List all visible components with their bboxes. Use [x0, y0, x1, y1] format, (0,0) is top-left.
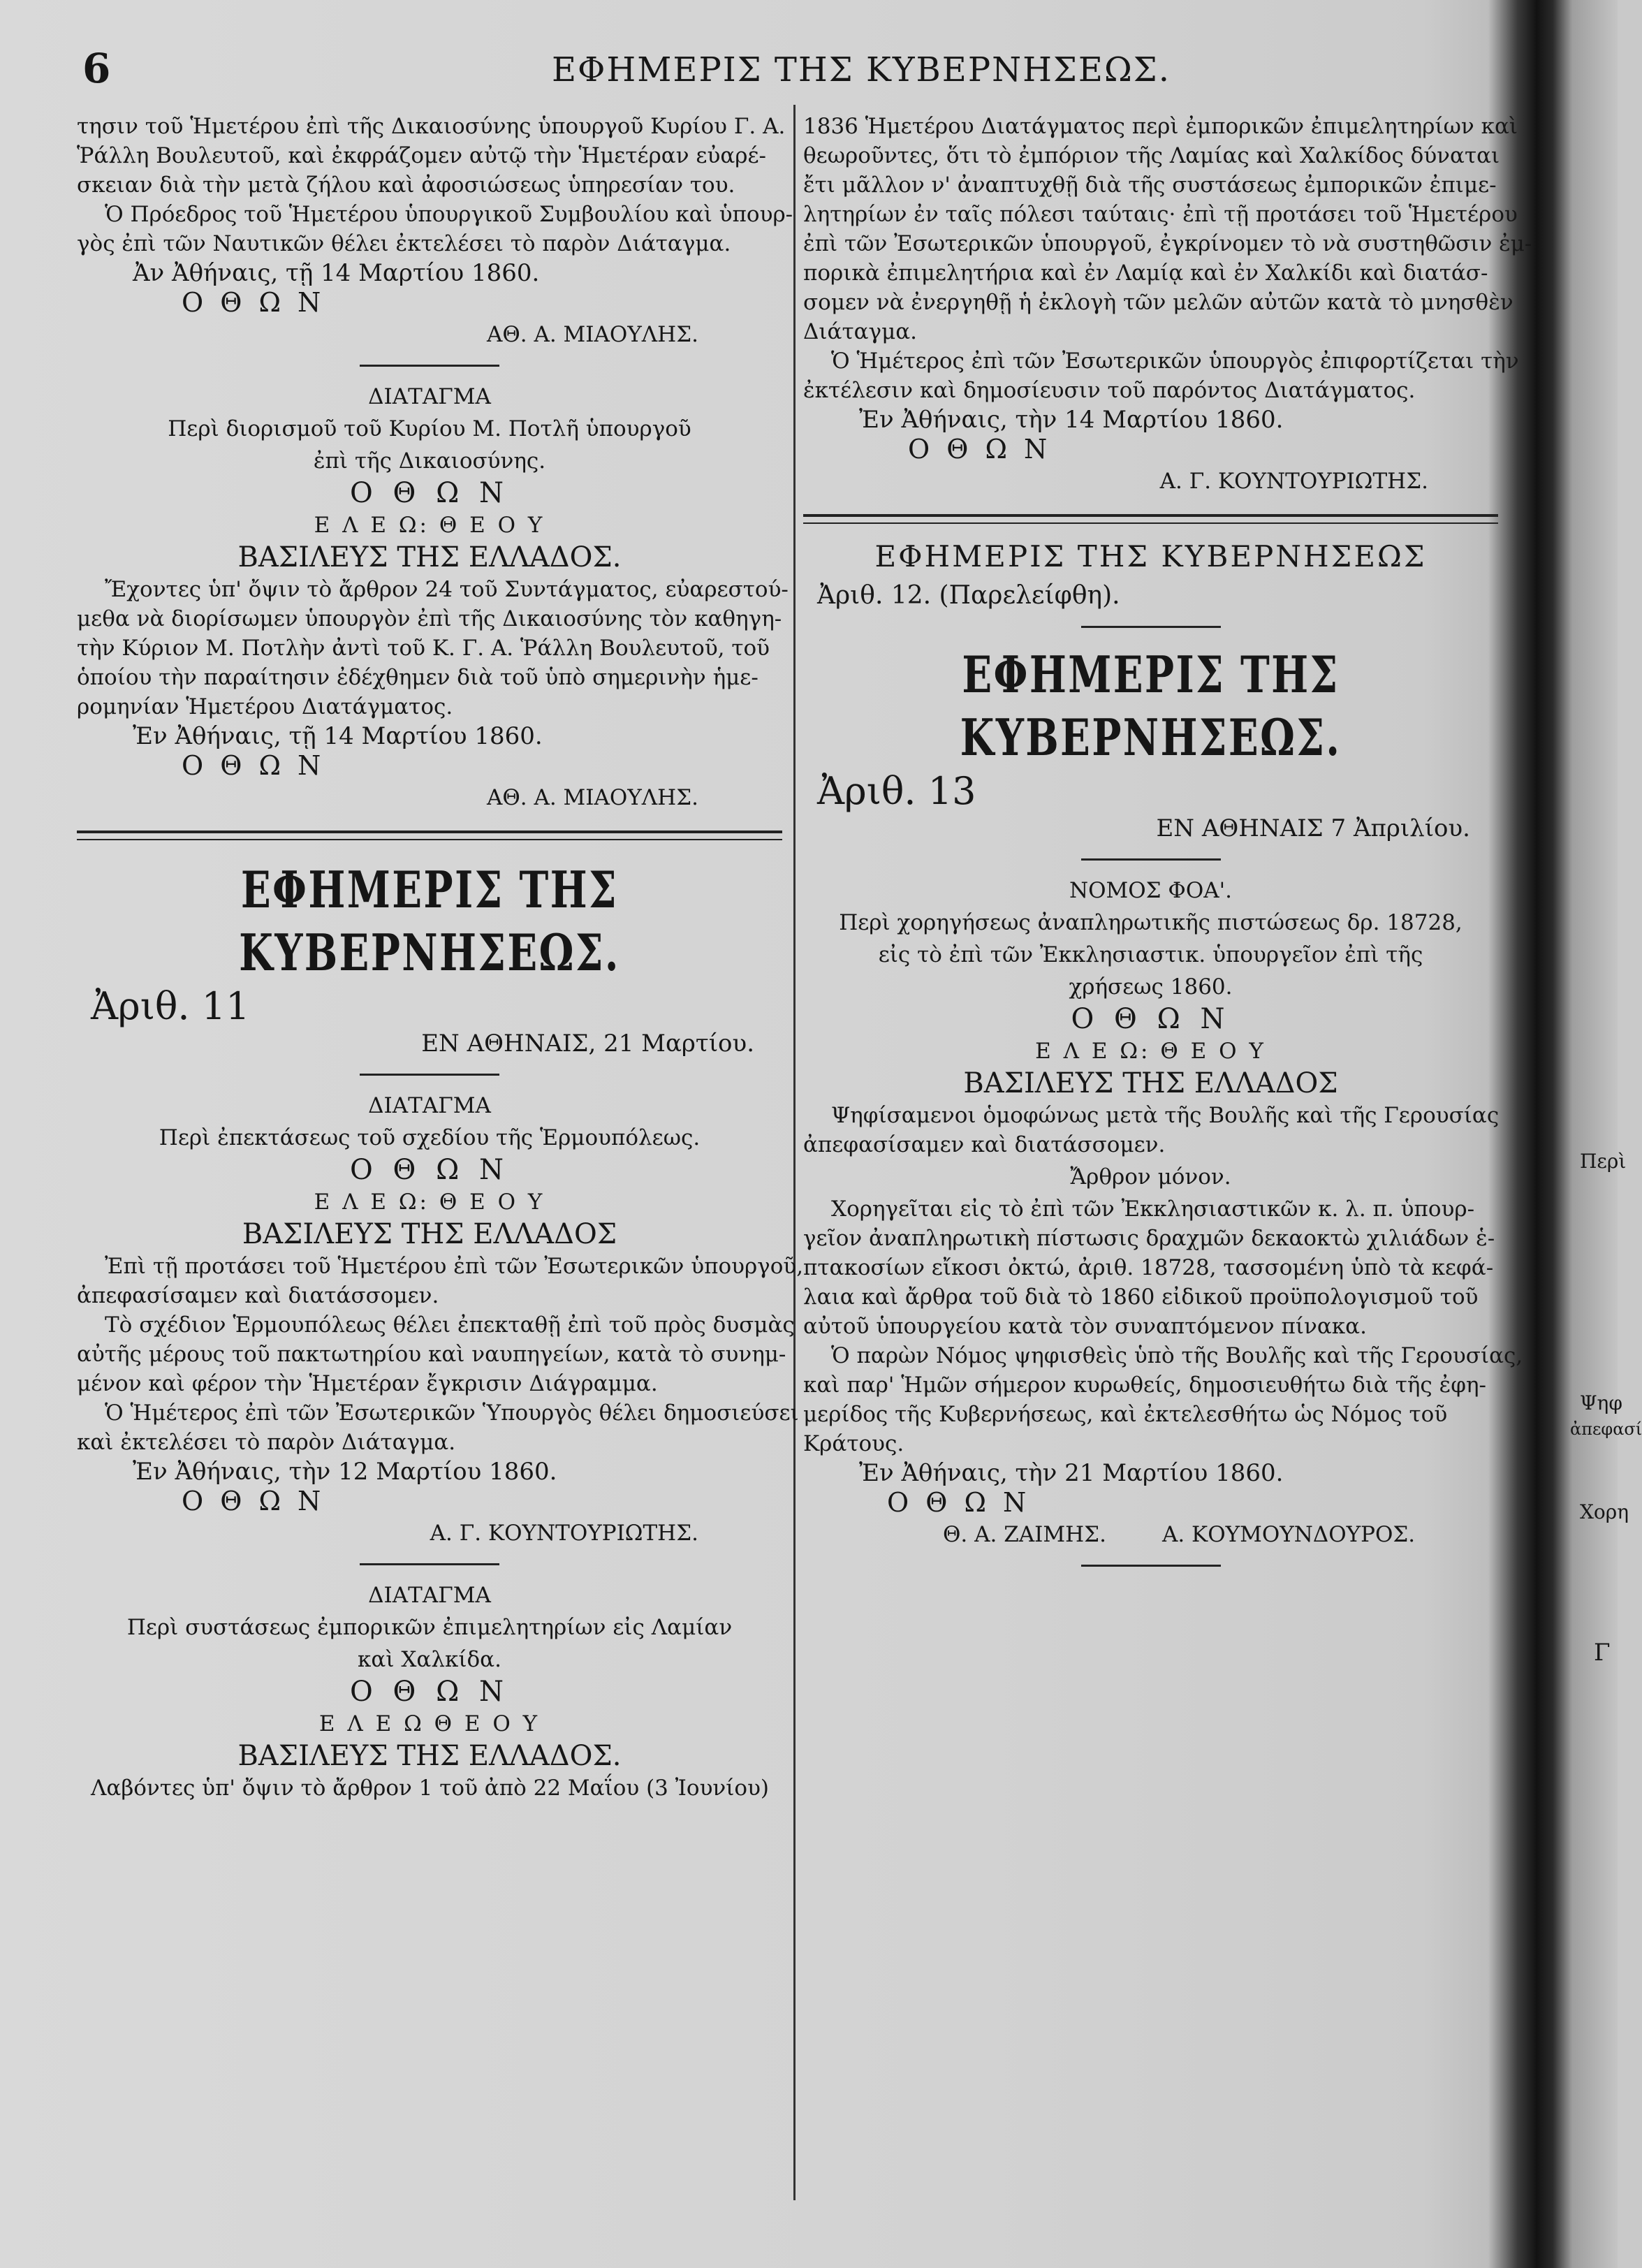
text-line: καὶ ἐκτελέσει τὸ παρὸν Διάταγμα. — [77, 1430, 456, 1455]
text-line: θεωροῦντες, ὅτι τὸ ἐμπόριον τῆς Λαμίας καὶ Χαλκίδος δύναται — [803, 143, 1500, 168]
adjacent-page-fragment: Ψηφ — [1580, 1391, 1622, 1414]
section-rule — [1081, 1565, 1221, 1567]
text-line: Ὁ παρὼν Νόμος ψηφισθεὶς ὑπὸ τῆς Βουλῆς καὶ τῆς Γερουσίας, — [831, 1343, 1523, 1368]
text-line: Ψηφίσαμενοι ὁμοφώνως μετὰ τῆς Βουλῆς καὶ τῆς Γερουσίας — [831, 1103, 1500, 1128]
decree-subject: καὶ Χαλκίδα. — [358, 1647, 501, 1672]
grace-of-god: Ε Λ Ε Ω: Θ Ε Ο Υ — [314, 1190, 545, 1215]
royal-title: ΒΑΣΙΛΕΥΣ ΤΗΣ ΕΛΛΑΔΟΣ — [963, 1067, 1338, 1099]
double-rule — [77, 831, 782, 840]
text-line: σομεν νὰ ἐνεργηθῇ ἡ ἐκλογὴ τῶν μελῶν αὐτῶν κατὰ τὸ μνησθὲν — [803, 290, 1513, 315]
minister-signature: ΑΘ. Α. ΜΙΑΟΥΛΗΣ. — [486, 322, 698, 347]
adjacent-page-fragment: Γ — [1594, 1639, 1611, 1667]
grace-of-god: Ε Λ Ε Ω Θ Ε Ο Υ — [318, 1711, 541, 1736]
running-header-title: ΕΦΗΜΕΡΙΣ ΤΗΣ ΚΥΒΕΡΝΗΣΕΩΣ. — [552, 50, 1171, 89]
right-column — [803, 112, 1532, 1582]
law-heading: ΝΟΜΟΣ ΦΟΑ'. — [1069, 878, 1233, 903]
law-subject: Περὶ χορηγήσεως ἀναπληρωτικῆς πιστώσεως δρ. 18728, — [839, 910, 1463, 935]
minister-signature: Θ. Α. ΖΑΙΜΗΣ. — [943, 1522, 1106, 1547]
royal-title: ΒΑΣΙΛΕΥΣ ΤΗΣ ΕΛΛΑΔΟΣ. — [237, 541, 622, 573]
king-name: Ο Θ Ω Ν — [350, 477, 509, 509]
issue-date: ΕΝ ΑΘΗΝΑΙΣ 7 Ἀπριλίου. — [1156, 814, 1470, 842]
royal-title: ΒΑΣΙΛΕΥΣ ΤΗΣ ΕΛΛΑΔΟΣ. — [237, 1740, 622, 1772]
issue-number: Ἀριθ. 11 — [91, 984, 250, 1028]
text-line: Διάταγμα. — [803, 319, 918, 344]
text-line: Ἔχοντες ὑπ' ὄψιν τὸ ἄρθρον 24 τοῦ Συντάγματος, εὐαρεστού- — [105, 577, 789, 602]
decree-subject: ἐπὶ τῆς Δικαιοσύνης. — [313, 448, 546, 474]
decree-subject: Περὶ ἐπεκτάσεως τοῦ σχεδίου τῆς Ἑρμουπόλεως. — [159, 1125, 701, 1150]
royal-title: ΒΑΣΙΛΕΥΣ ΤΗΣ ΕΛΛΑΔΟΣ — [242, 1218, 617, 1250]
king-signature: Ο Θ Ω Ν — [887, 1487, 1031, 1518]
text-line: πτακοσίων εἴκοσι ὀκτώ, ἀριθ. 18728, τασσομένη ὑπὸ τὰ κεφά- — [803, 1255, 1494, 1280]
decree-heading: ΔΙΑΤΑΓΜΑ — [368, 1583, 491, 1608]
king-signature: Ο Θ Ω Ν — [182, 287, 325, 318]
column-separator — [793, 105, 796, 2200]
text-line: μερίδος τῆς Κυβερνήσεως, καὶ ἐκτελεσθήτω ὡς Νόμος τοῦ — [803, 1402, 1448, 1427]
king-name: Ο Θ Ω Ν — [350, 1676, 509, 1708]
issue-number: Ἀριθ. 12. (Παρελείφθη). — [817, 581, 1120, 610]
law-date: Ἐν Ἀθήναις, τὴν 21 Μαρτίου 1860. — [859, 1459, 1284, 1487]
article-heading: Ἄρθρον μόνον. — [1070, 1164, 1231, 1190]
section-rule — [360, 1563, 499, 1565]
decree-date: Ἐν Ἀθήναις, τὴν 14 Μαρτίου 1860. — [859, 406, 1284, 434]
text-line: ἐπὶ τῶν Ἐσωτερικῶν ὑπουργοῦ, ἐγκρίνομεν τὸ νὰ συστηθῶσιν ἐμ- — [803, 231, 1532, 256]
text-line: Ὁ Πρόεδρος τοῦ Ἡμετέρου ὑπουργικοῦ Συμβουλίου καὶ ὑπουρ- — [105, 202, 793, 227]
decree-date: Ἐν Ἀθήναις, τὴν 12 Μαρτίου 1860. — [133, 1458, 557, 1486]
text-line: ὁποίου τὴν παραίτησιν ἐδέχθημεν διὰ τοῦ ὑπὸ σημερινὴν ἡμε- — [77, 665, 758, 690]
minister-signature: Α. Γ. ΚΟΥΝΤΟΥΡΙΩΤΗΣ. — [1159, 469, 1428, 494]
text-line: Ὁ Ἡμέτερος ἐπὶ τῶν Ἐσωτερικῶν Ὑπουργὸς θέλει δημοσιεύσει — [105, 1400, 799, 1426]
text-line: λαια καὶ ἄρθρα τοῦ διὰ τὸ 1860 εἰδικοῦ προϋπολογισμοῦ τοῦ — [803, 1285, 1479, 1310]
text-line: Ὁ Ἡμέτερος ἐπὶ τῶν Ἐσωτερικῶν ὑπουργὸς ἐπιφορτίζεται τὴν — [831, 349, 1519, 374]
king-signature: Ο Θ Ω Ν — [908, 434, 1052, 464]
king-name: Ο Θ Ω Ν — [1071, 1003, 1231, 1035]
section-rule — [360, 365, 499, 367]
text-line: γὸς ἐπὶ τῶν Ναυτικῶν θέλει ἐκτελέσει τὸ παρὸν Διάταγμα. — [77, 231, 731, 256]
text-line: ἀπεφασίσαμεν καὶ διατάσσομεν. — [77, 1283, 439, 1308]
minister-signature: ΑΘ. Α. ΜΙΑΟΥΛΗΣ. — [486, 785, 698, 810]
text-line: τὴν Κύριον Μ. Ποτλὴν ἀντὶ τοῦ Κ. Γ. Α. Ῥάλλη Βουλευτοῦ, τοῦ — [77, 636, 770, 661]
text-line: Λαβόντες ὑπ' ὄψιν τὸ ἄρθρον 1 τοῦ ἀπὸ 22 Μαΐου (3 Ἰουνίου) — [91, 1776, 770, 1801]
gazette-title: ΕΦΗΜΕΡΙΣ ΤΗΣ ΚΥΒΕΡΝΗΣΕΩΣ. — [239, 860, 620, 982]
text-line: τησιν τοῦ Ἡμετέρου ἐπὶ τῆς Δικαιοσύνης ὑπουργοῦ Κυρίου Γ. Α. — [77, 114, 786, 139]
issue-number: Ἀριθ. 13 — [817, 769, 976, 813]
text-line: ἔτι μᾶλλον ν' ἀναπτυχθῇ διὰ τῆς συστάσεως ἐμπορικῶν ἐπιμε- — [803, 173, 1497, 198]
left-column — [77, 112, 804, 1803]
text-line: Τὸ σχέδιον Ἑρμουπόλεως θέλει ἐπεκταθῇ ἐπὶ τοῦ πρὸς δυσμὰς — [105, 1312, 795, 1338]
decree-heading: ΔΙΑΤΑΓΜΑ — [368, 384, 491, 409]
text-line: αὐτῆς μέρους τοῦ πακτωτηρίου καὶ ναυπηγείων, κατὰ τὸ συνημ- — [77, 1342, 786, 1367]
text-line: καὶ παρ' Ἡμῶν σήμερον κυρωθείς, δημοσιευθήτω διὰ τῆς ἐφη- — [803, 1373, 1487, 1398]
text-line: Κράτους. — [803, 1431, 904, 1456]
gazette-title: ΕΦΗΜΕΡΙΣ ΤΗΣ ΚΥΒΕΡΝΗΣΕΩΣ — [874, 539, 1427, 573]
gazette-title: ΕΦΗΜΕΡΙΣ ΤΗΣ ΚΥΒΕΡΝΗΣΕΩΣ. — [960, 645, 1342, 767]
grace-of-god: Ε Λ Ε Ω: Θ Ε Ο Υ — [1035, 1039, 1266, 1064]
law-subject: εἰς τὸ ἐπὶ τῶν Ἐκκλησιαστικ. ὑπουργεῖον ἐπὶ τῆς — [878, 942, 1423, 967]
law-subject: χρήσεως 1860. — [1069, 974, 1233, 1000]
text-line: Ῥάλλη Βουλευτοῦ, καὶ ἐκφράζομεν αὐτῷ τὴν Ἡμετέραν εὐαρέ- — [77, 143, 767, 168]
minister-signature: Α. Γ. ΚΟΥΝΤΟΥΡΙΩΤΗΣ. — [430, 1521, 698, 1546]
king-signature: Ο Θ Ω Ν — [182, 1486, 325, 1516]
section-rule — [1081, 626, 1221, 628]
text-line: λητηρίων ἐν ταῖς πόλεσι ταύταις· ἐπὶ τῇ προτάσει τοῦ Ἡμετέρου — [803, 202, 1518, 227]
minister-signature: Α. ΚΟΥΜΟΥΝΔΟΥΡΟΣ. — [1161, 1522, 1416, 1547]
text-line: Ἐπὶ τῇ προτάσει τοῦ Ἡμετέρου ἐπὶ τῶν Ἐσωτερικῶν ὑπουργοῦ, — [105, 1254, 804, 1279]
text-line: ἐκτέλεσιν καὶ δημοσίευσιν τοῦ παρόντος Διατάγματος. — [803, 378, 1416, 403]
text-line: ρομηνίαν Ἡμετέρου Διατάγματος. — [77, 694, 453, 719]
issue-date: ΕΝ ΑΘΗΝΑΙΣ, 21 Μαρτίου. — [421, 1030, 754, 1058]
text-line: μένον καὶ φέρον τὴν Ἡμετέραν ἔγκρισιν Διάγραμμα. — [77, 1371, 658, 1396]
text-line: Χορηγεῖται εἰς τὸ ἐπὶ τῶν Ἐκκλησιαστικῶν κ. λ. π. ὑπουρ- — [831, 1197, 1475, 1222]
decree-heading: ΔΙΑΤΑΓΜΑ — [368, 1093, 491, 1118]
section-rule — [360, 1074, 499, 1076]
decree-date: Ἐν Ἀθήναις, τῇ 14 Μαρτίου 1860. — [133, 722, 543, 750]
page-number: 6 — [82, 45, 111, 92]
decree-subject: Περὶ συστάσεως ἐμπορικῶν ἐπιμελητηρίων εἰς Λαμίαν — [126, 1615, 733, 1640]
text-line: μεθα νὰ διορίσωμεν ὑπουργὸν ἐπὶ τῆς Δικαιοσύνης τὸν καθηγη- — [77, 606, 782, 631]
text-line: γεῖον ἀναπληρωτικὴ πίστωσις δραχμῶν δεκαοκτὼ χιλιάδων ἑ- — [803, 1226, 1495, 1251]
section-rule — [1081, 858, 1221, 861]
text-line: 1836 Ἡμετέρου Διατάγματος περὶ ἐμπορικῶν ἐπιμελητηρίων καὶ — [803, 114, 1518, 139]
text-line: πορικὰ ἐπιμελητήρια καὶ ἐν Λαμίᾳ καὶ ἐν Χαλκίδι καὶ διατάσ- — [803, 261, 1488, 286]
text-line: ἀπεφασίσαμεν καὶ διατάσσομεν. — [803, 1132, 1166, 1157]
adjacent-page-fragment: Χορη — [1580, 1500, 1629, 1523]
double-rule — [803, 514, 1498, 524]
adjacent-page-fragment: Περὶ — [1580, 1150, 1627, 1173]
minister-signatures — [803, 1520, 1498, 1549]
decree-date: Ἀν Ἀθήναις, τῇ 14 Μαρτίου 1860. — [133, 259, 540, 287]
text-line: σκειαν διὰ τὴν μετὰ ζήλου καὶ ἀφοσιώσεως ὑπηρεσίαν του. — [77, 173, 735, 198]
decree-subject: Περὶ διορισμοῦ τοῦ Κυρίου Μ. Ποτλῆ ὑπουργοῦ — [168, 416, 691, 441]
text-line: αὐτοῦ ὑπουργείου κατὰ τὸν συναπτόμενον πίνακα. — [803, 1314, 1367, 1339]
adjacent-page-fragment: ἀπεφασί — [1570, 1419, 1642, 1439]
king-signature: Ο Θ Ω Ν — [182, 750, 325, 781]
grace-of-god: Ε Λ Ε Ω: Θ Ε Ο Υ — [314, 513, 545, 538]
king-name: Ο Θ Ω Ν — [350, 1154, 509, 1186]
